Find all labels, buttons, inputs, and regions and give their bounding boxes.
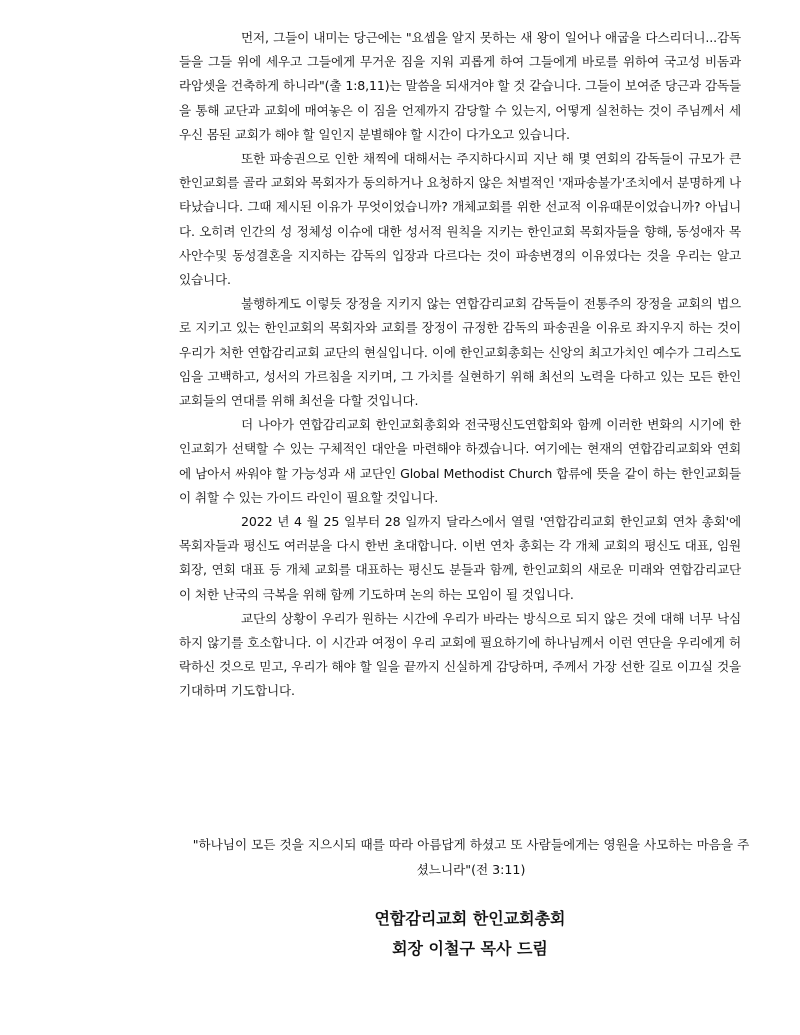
paragraph-6: 교단의 상황이 우리가 원하는 시간에 우리가 바라는 방식으로 되지 않은 것에 대해 너무 낙심하지 않기를 호소합니다. 이 시간과 여정이 우리 교회에 필요하기에 하나님께서 이런 연단을 우리에게 허락하신 것으로 믿고, 우리가 해야 할 일을 끝까지 신실하게 감당하며, 주께서 가장 선한 길로 이끄실 것을 기대하며 기도합니다. xyxy=(179,610,741,699)
paragraph-5: 2022 년 4 월 25 일부터 28 일까지 달라스에서 열릴 '연합감리교회 한인교회 연차 총회'에 목회자들과 평신도 여러분을 다시 한번 초대합니다. 이번 연차 총회는 각 개체 교회의 평신도 대표, 임원회장, 연회 대표 등 개체 교회를 대표하는 평신도 분들과 함께, 한인교회의 새로운 미래와 연합감리교단이 처한 난국의 극복을 위해 함께 기도하며 논의 하는 모임이 될 것입니다. xyxy=(179,514,741,602)
signature-author: 회장 이철구 목사 드림 xyxy=(392,939,548,958)
signature-block xyxy=(290,904,650,964)
paragraph-3: 불행하게도 이렇듯 장정을 지키지 않는 연합감리교회 감독들이 전통주의 장정을 교회의 법으로 지키고 있는 한인교회의 목회자와 교회를 장정이 규정한 감독의 파송권을 이유로 좌지우지 하는 것이 우리가 처한 연합감리교회 교단의 현실입니다. 이에 한인교회총회는 신앙의 최고가치인 예수가 그리스도임을 고백하고, 성서의 가르침을 지키며, 그 가치를 실현하기 위해 최선의 노력을 다하고 있는 모든 한인교회들의 연대를 위해 최선을 다할 것입니다. xyxy=(179,296,741,409)
signature-organization: 연합감리교회 한인교회총회 xyxy=(374,909,566,928)
scripture-quote: "하나님이 모든 것을 지으시되 때를 따라 아름답게 하셨고 또 사람들에게는 영원을 사모하는 마음을 주셨느니라"(전 3:11) xyxy=(192,837,750,877)
letter-body xyxy=(179,26,741,704)
paragraph-4: 더 나아가 연합감리교회 한인교회총회와 전국평신도연합회와 함께 이러한 변화의 시기에 한인교회가 선택할 수 있는 구체적인 대안을 마련해야 하겠습니다. 여기에는 현재의 연합감리교회와 연회에 남아서 싸워야 할 가능성과 새 교단인 Global Methodist Church 합류에 뜻을 같이 하는 한인교회들이 취할 수 있는 가이드 라인이 필요할 것입니다. xyxy=(179,417,741,505)
paragraph-1: 먼저, 그들이 내미는 당근에는 "요셉을 알지 못하는 새 왕이 일어나 애굽을 다스리더니...감독들을 그들 위에 세우고 그들에게 무거운 짐을 지워 괴롭게 하여 그들에게 바로를 위하여 국고성 비돔과 라암셋을 건축하게 하니라"(출 1:8,11)는 말씀을 되새겨야 할 것 같습니다. 그들이 보여준 당근과 감독들을 통해 교단과 교회에 매여놓은 이 짐을 언제까지 감당할 수 있는지, 어떻게 실천하는 것이 주님께서 세우신 몸된 교회가 해야 할 일인지 분별해야 할 시간이 다가오고 있습니다. xyxy=(179,30,741,142)
paragraph-2: 또한 파송권으로 인한 채찍에 대해서는 주지하다시피 지난 해 몇 연회의 감독들이 규모가 큰 한인교회를 골라 교회와 목회자가 동의하거나 요청하지 않은 처벌적인 '재파송불가'조치에서 분명하게 나타났습니다. 그때 제시된 이유가 무엇이었습니까? 개체교회를 위한 선교적 이유때문이었습니까? 아닙니다. 오히려 인간의 성 정체성 이슈에 대한 성서적 원칙을 지키는 한인교회 목회자들을 향해, 동성애자 목사안수및 동성결혼을 지지하는 감독의 입장과 다르다는 것이 파송변경의 이유였다는 것을 우리는 알고 있습니다. xyxy=(179,151,741,288)
